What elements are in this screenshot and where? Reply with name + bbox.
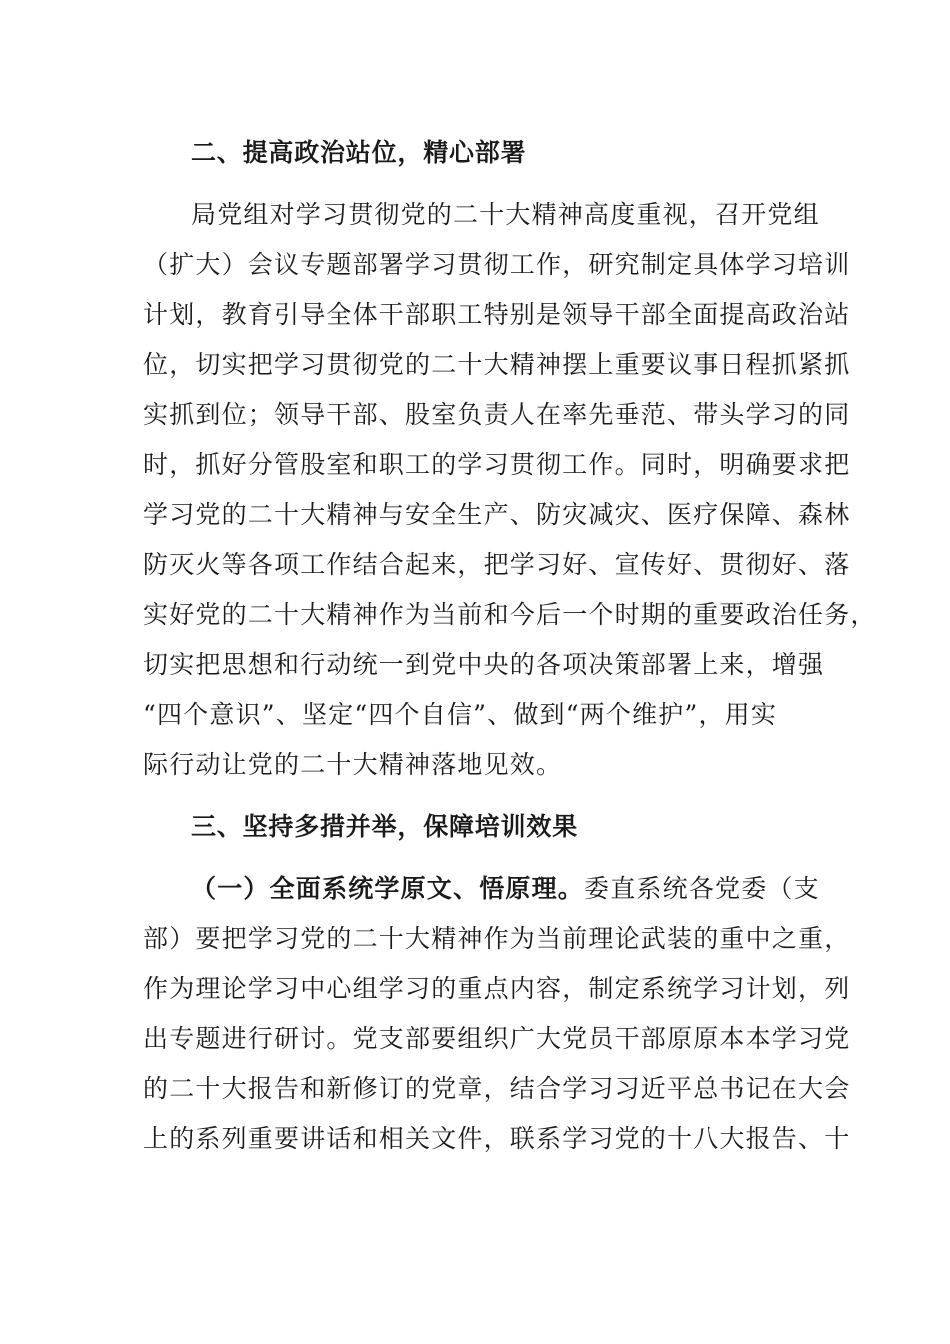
subsection-title: （一）全面系统学原文、悟原理。 — [191, 874, 585, 903]
paragraph-line: 局党组对学习贯彻党的二十大精神高度重视，召开党组 — [191, 200, 820, 229]
paragraph-line: 计划，教育引导全体干部职工特别是领导干部全面提高政治站 — [143, 300, 851, 329]
paragraph-line: 学习党的二十大精神与安全生产、防灾减灾、医疗保障、森林 — [143, 500, 851, 529]
paragraph-line: 切实把思想和行动统一到党中央的各项决策部署上来，增强 — [143, 650, 825, 679]
paragraph-line: 实抓到位；领导干部、股室负责人在率先垂范、带头学习的同 — [143, 400, 851, 429]
paragraph-line: 部）要把学习党的二十大精神作为当前理论武装的重中之重， — [143, 924, 851, 953]
paragraph-line: 时，抓好分管股室和职工的学习贯彻工作。同时，明确要求把 — [143, 450, 851, 479]
subsection-text: 委直系统各党委（支 — [584, 874, 820, 903]
paragraph-line: 作为理论学习中心组学习的重点内容，制定系统学习计划，列 — [143, 974, 851, 1003]
subsection-first-line — [191, 872, 851, 906]
section-heading-2: 二、提高政治站位，精心部署 — [191, 138, 527, 167]
paragraph-line: 出专题进行研讨。党支部要组织广大党员干部原原本本学习党 — [143, 1024, 851, 1053]
paragraph-line: 上的系列重要讲话和相关文件，联系学习党的十八大报告、十 — [143, 1124, 851, 1153]
paragraph-line: 的二十大报告和新修订的党章，结合学习习近平总书记在大会 — [143, 1074, 851, 1103]
paragraph-line: （扩大）会议专题部署学习贯彻工作，研究制定具体学习培训 — [143, 250, 851, 279]
paragraph-line: 防灭火等各项工作结合起来，把学习好、宣传好、贯彻好、落 — [143, 550, 851, 579]
paragraph-line: 实好党的二十大精神作为当前和今后一个时期的重要政治任务， — [143, 600, 877, 629]
paragraph-line: “四个意识”、坚定“四个自信”、做到“两个维护”，用实 — [143, 700, 778, 729]
section-heading-3: 三、坚持多措并举，保障培训效果 — [191, 812, 579, 841]
paragraph-line: 位，切实把学习贯彻党的二十大精神摆上重要议事日程抓紧抓 — [143, 350, 851, 379]
paragraph-line: 际行动让党的二十大精神落地见效。 — [143, 750, 563, 779]
